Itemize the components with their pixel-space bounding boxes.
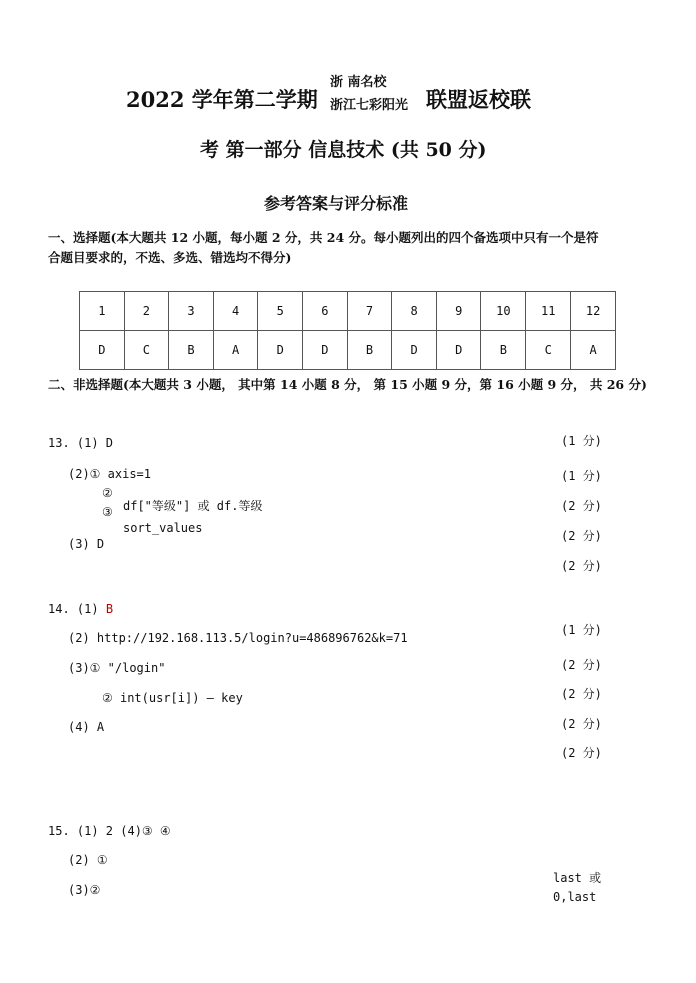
table-cell: D [258, 331, 303, 370]
table-cell: B [169, 331, 214, 370]
table-cell: D [303, 331, 348, 370]
table-cell: 11 [526, 292, 571, 331]
q14-line-1-prefix: 14. (1) [48, 602, 99, 616]
q13-mark-3: ③ [102, 505, 113, 519]
table-cell: 2 [124, 292, 169, 331]
table-cell: D [436, 331, 481, 370]
q13-line-6: (3) D [68, 537, 105, 551]
table-cell: 12 [571, 292, 616, 331]
q13-points-1: (1 分) [561, 434, 602, 448]
q14-points-4: (2 分) [561, 717, 602, 731]
title-part-2: 联盟返校联 [426, 87, 531, 112]
table-cell: A [213, 331, 258, 370]
q14-line-1 [48, 602, 113, 616]
table-cell: 5 [258, 292, 303, 331]
section2-heading: 二、非选择题(本大题共 3 小题， 其中第 14 小题 8 分， 第 15 小题 9 分，第 16 小题 9 分， 共 26 分) [48, 377, 647, 392]
table-cell: 6 [303, 292, 348, 331]
q14-answer-1: B [105, 602, 114, 616]
q15-line-2: (2) ① [68, 853, 108, 867]
title-school-union-top: 浙 南名校 [330, 75, 387, 90]
q13-line-4: df["等级"] 或 df.等级 [123, 499, 263, 513]
q13-points-4: (2 分) [561, 529, 602, 543]
table-cell: 10 [481, 292, 526, 331]
q14-points-2: (2 分) [561, 658, 602, 672]
section1-line1: 一、选择题(本大题共 12 小题，每小题 2 分，共 24 分。每小题列出的四个备选项中只有一个是符 [48, 230, 599, 245]
q14-points-3: (2 分) [561, 687, 602, 701]
q13-line-1: 13. (1) D [48, 436, 114, 450]
q13-mark-2: ② [102, 486, 113, 500]
q15-line-1: 15. (1) 2 (4)③ ④ [48, 824, 171, 838]
table-cell: B [347, 331, 392, 370]
table-cell: 8 [392, 292, 437, 331]
answer-table [79, 291, 616, 370]
answer-heading: 参考答案与评分标准 [264, 194, 409, 213]
title-part-1: 2022 学年第二学期 [126, 87, 318, 112]
q14-points-5: (2 分) [561, 746, 602, 760]
table-cell: 4 [213, 292, 258, 331]
table-cell: 1 [80, 292, 125, 331]
table-cell: C [526, 331, 571, 370]
table-cell: 9 [436, 292, 481, 331]
q14-line-2: (2) http://192.168.113.5/login?u=486896762&k=71 [68, 631, 408, 645]
q14-line-3: (3)① "/login" [68, 661, 166, 675]
table-cell: B [481, 331, 526, 370]
q13-points-2: (1 分) [561, 469, 602, 483]
table-row-numbers [80, 292, 616, 331]
q15-right-2: 0,last [553, 890, 597, 904]
q14-line-4: ② int(usr[i]) – key [102, 691, 243, 705]
q13-points-5: (2 分) [561, 559, 602, 573]
q14-points-1: (1 分) [561, 623, 602, 637]
q13-points-3: (2 分) [561, 499, 602, 513]
q14-line-5: (4) A [68, 720, 105, 734]
q13-line-2: (2)① axis=1 [68, 467, 152, 481]
table-cell: 7 [347, 292, 392, 331]
table-cell: A [571, 331, 616, 370]
table-cell: C [124, 331, 169, 370]
page-subtitle: 考 第一部分 信息技术 (共 50 分) [200, 139, 487, 161]
table-cell: D [80, 331, 125, 370]
title-school-union-bottom: 浙江七彩阳光 [330, 98, 409, 113]
table-row-answers [80, 331, 616, 370]
q13-line-5: sort_values [123, 521, 203, 535]
section1-line2: 合题目要求的，不选、多选、错选均不得分) [48, 250, 292, 265]
table-cell: 3 [169, 292, 214, 331]
table-cell: D [392, 331, 437, 370]
q15-right-1: last 或 [553, 871, 602, 885]
q15-line-3: (3)② [68, 883, 101, 897]
